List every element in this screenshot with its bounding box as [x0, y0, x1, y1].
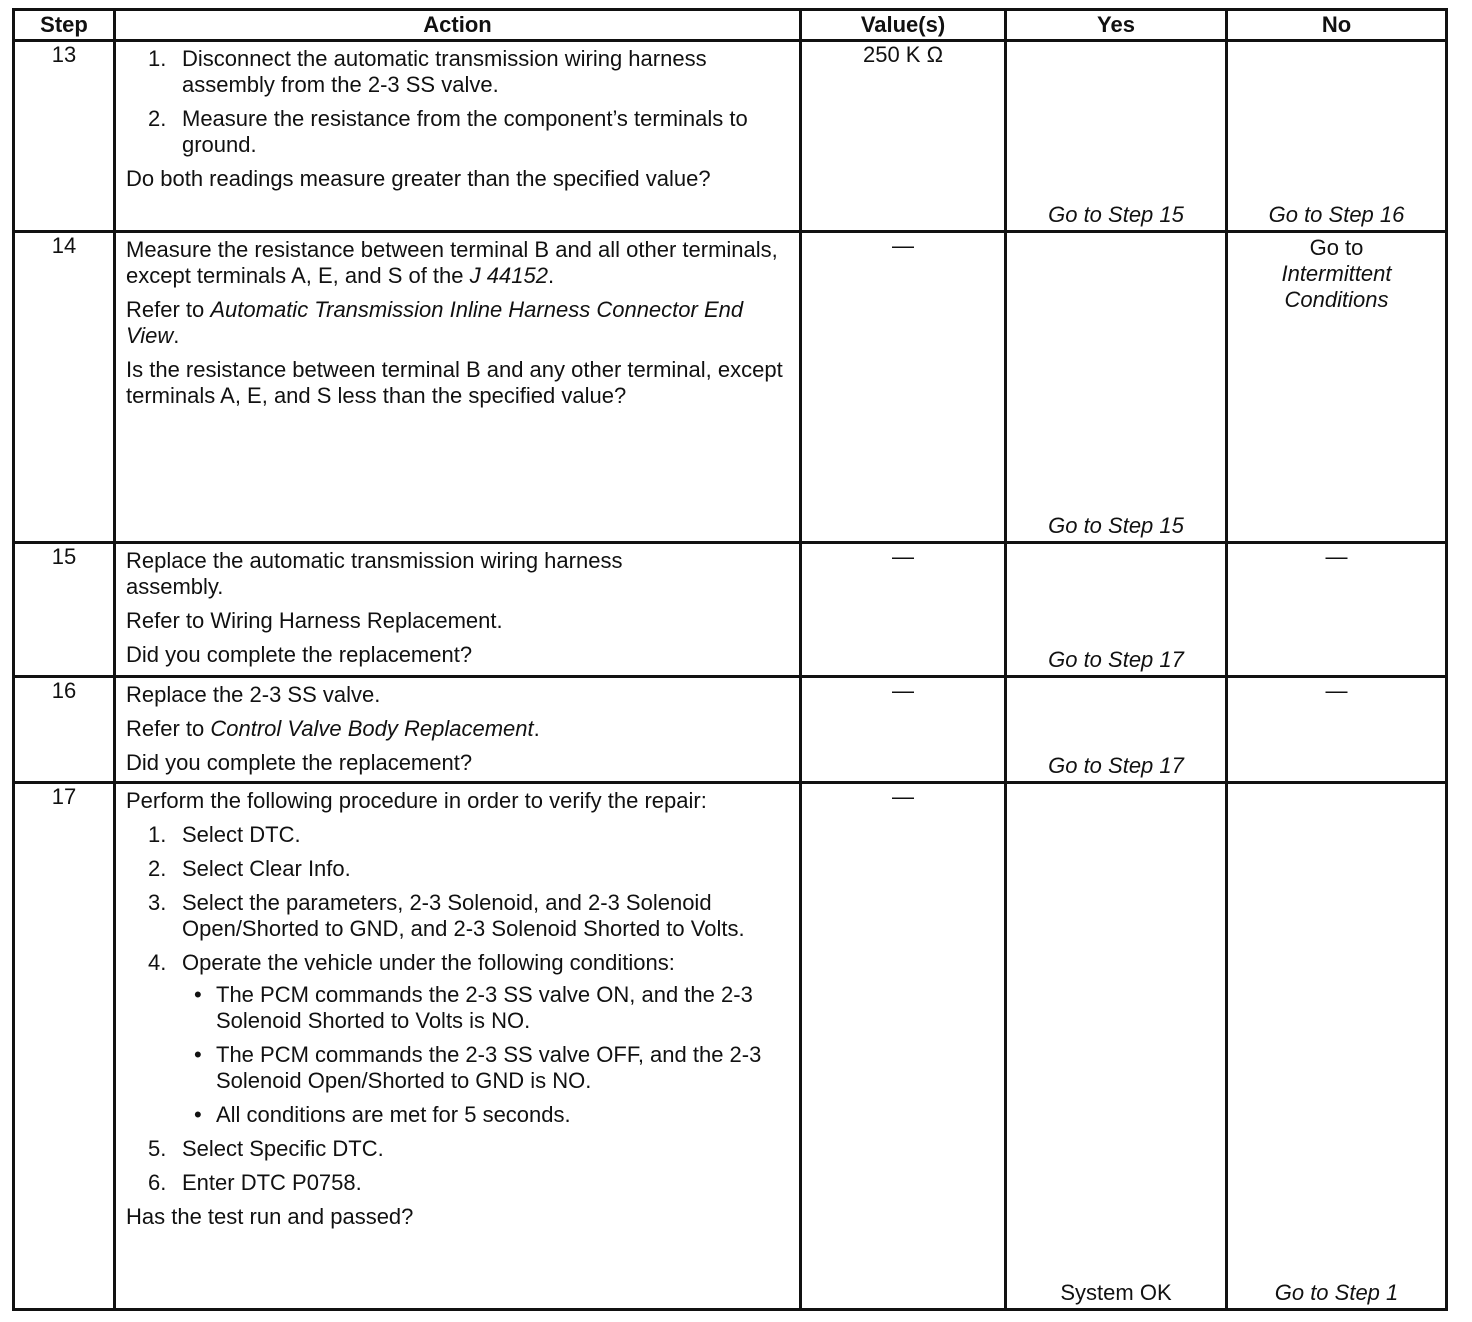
yes-cell	[1006, 677, 1227, 783]
value-cell: —	[801, 232, 1006, 543]
no-link[interactable]: Go to Step 16	[1268, 202, 1405, 227]
table-row-step-17	[14, 783, 1447, 1310]
bullet-item: • The PCM commands the 2-3 SS valve ON, and the 2-3 Solenoid Shorted to Volts is NO.	[194, 982, 753, 1033]
action-cell	[115, 783, 801, 1310]
doc-reference-link[interactable]: Control Valve Body Replacement	[210, 716, 534, 741]
header-step: Step	[14, 10, 115, 41]
value-cell: —	[801, 783, 1006, 1310]
diagnostic-table	[12, 8, 1448, 1311]
doc-reference-link[interactable]: Automatic Transmission Inline Harness Connector End View	[126, 297, 744, 348]
value-cell: —	[801, 543, 1006, 677]
action-question: Is the resistance between terminal B and any other terminal, except terminals A, E, and S less than the specified value?	[126, 357, 783, 408]
tool-reference: J 44152	[469, 263, 548, 288]
action-cell	[115, 543, 801, 677]
list-item: 1. Select DTC.	[148, 822, 301, 847]
header-no: No	[1227, 10, 1447, 41]
yes-cell	[1006, 41, 1227, 232]
numbered-list	[126, 822, 789, 1196]
action-paragraph: Perform the following procedure in order to verify the repair:	[126, 788, 707, 813]
action-question: Do both readings measure greater than the specified value?	[126, 166, 711, 191]
table-row-step-15	[14, 543, 1447, 677]
table-row-step-16	[14, 677, 1447, 783]
list-item: 6. Enter DTC P0758.	[148, 1170, 362, 1195]
step-number: 14	[14, 232, 115, 543]
yes-link[interactable]: Go to Step 15	[1048, 513, 1184, 538]
step-number: 17	[14, 783, 115, 1310]
value-cell: —	[801, 677, 1006, 783]
no-cell	[1227, 232, 1447, 543]
action-cell	[115, 232, 801, 543]
step-number: 15	[14, 543, 115, 677]
bullet-item: • All conditions are met for 5 seconds.	[194, 1102, 571, 1127]
action-paragraph: Measure the resistance between terminal B and all other terminals, except terminals A, E, and S of the J 44152.	[126, 237, 778, 288]
action-paragraph: Refer to Wiring Harness Replacement.	[126, 608, 503, 633]
action-paragraph: Refer to Control Valve Body Replacement.	[126, 716, 540, 741]
table-row-step-14	[14, 232, 1447, 543]
yes-cell	[1006, 232, 1227, 543]
yes-cell	[1006, 543, 1227, 677]
header-action: Action	[115, 10, 801, 41]
bullet-list	[182, 982, 789, 1128]
action-question: Has the test run and passed?	[126, 1204, 414, 1229]
yes-link[interactable]: Go to Step 15	[1048, 202, 1184, 227]
yes-result: System OK	[1060, 1280, 1172, 1305]
table-row-step-13	[14, 41, 1447, 232]
header-row	[14, 10, 1447, 41]
yes-link[interactable]: Go to Step 17	[1048, 647, 1184, 672]
step-number: 16	[14, 677, 115, 783]
numbered-list	[126, 46, 789, 158]
value-cell: 250 K Ω	[801, 41, 1006, 232]
action-question: Did you complete the replacement?	[126, 750, 473, 775]
action-paragraph: Replace the 2-3 SS valve.	[126, 682, 381, 707]
list-item: 1. Disconnect the automatic transmission wiring harness assembly from the 2-3 SS valve.	[148, 46, 707, 97]
action-cell	[115, 41, 801, 232]
yes-cell	[1006, 783, 1227, 1310]
list-item: 3. Select the parameters, 2-3 Solenoid, and 2-3 Solenoid Open/Shorted to GND, and 2-3 Solenoid Shorted to Volts.	[148, 890, 745, 941]
yes-link[interactable]: Go to Step 17	[1048, 753, 1184, 778]
no-cell	[1227, 783, 1447, 1310]
step-number: 13	[14, 41, 115, 232]
header-yes: Yes	[1006, 10, 1227, 41]
list-item: 5. Select Specific DTC.	[148, 1136, 384, 1161]
no-cell: —	[1227, 677, 1447, 783]
bullet-item: • The PCM commands the 2-3 SS valve OFF, and the 2-3 Solenoid Open/Shorted to GND is NO.	[194, 1042, 762, 1093]
no-link[interactable]: Go to Step 1	[1274, 1280, 1399, 1305]
no-cell: —	[1227, 543, 1447, 677]
action-cell	[115, 677, 801, 783]
no-link[interactable]: Go to Intermittent Conditions	[1281, 235, 1392, 312]
action-paragraph: Replace the automatic transmission wiring harness assembly.	[126, 548, 623, 599]
no-cell	[1227, 41, 1447, 232]
action-paragraph: Refer to Automatic Transmission Inline Harness Connector End View.	[126, 297, 744, 348]
list-item: 2. Measure the resistance from the component’s terminals to ground.	[148, 106, 748, 157]
header-values: Value(s)	[801, 10, 1006, 41]
action-question: Did you complete the replacement?	[126, 642, 473, 667]
list-item: 4. Operate the vehicle under the following conditions: • The PCM commands the 2-3 SS valve ON, and the 2-3 Solenoid Shorted to Volts is NO. • The PCM commands the 2-3 SS valve OFF, and the 2-3 Solenoid Open/Shorted to GND is NO. • All conditions are met for 5 seconds.	[126, 950, 789, 1128]
list-item: 2. Select Clear Info.	[148, 856, 351, 881]
